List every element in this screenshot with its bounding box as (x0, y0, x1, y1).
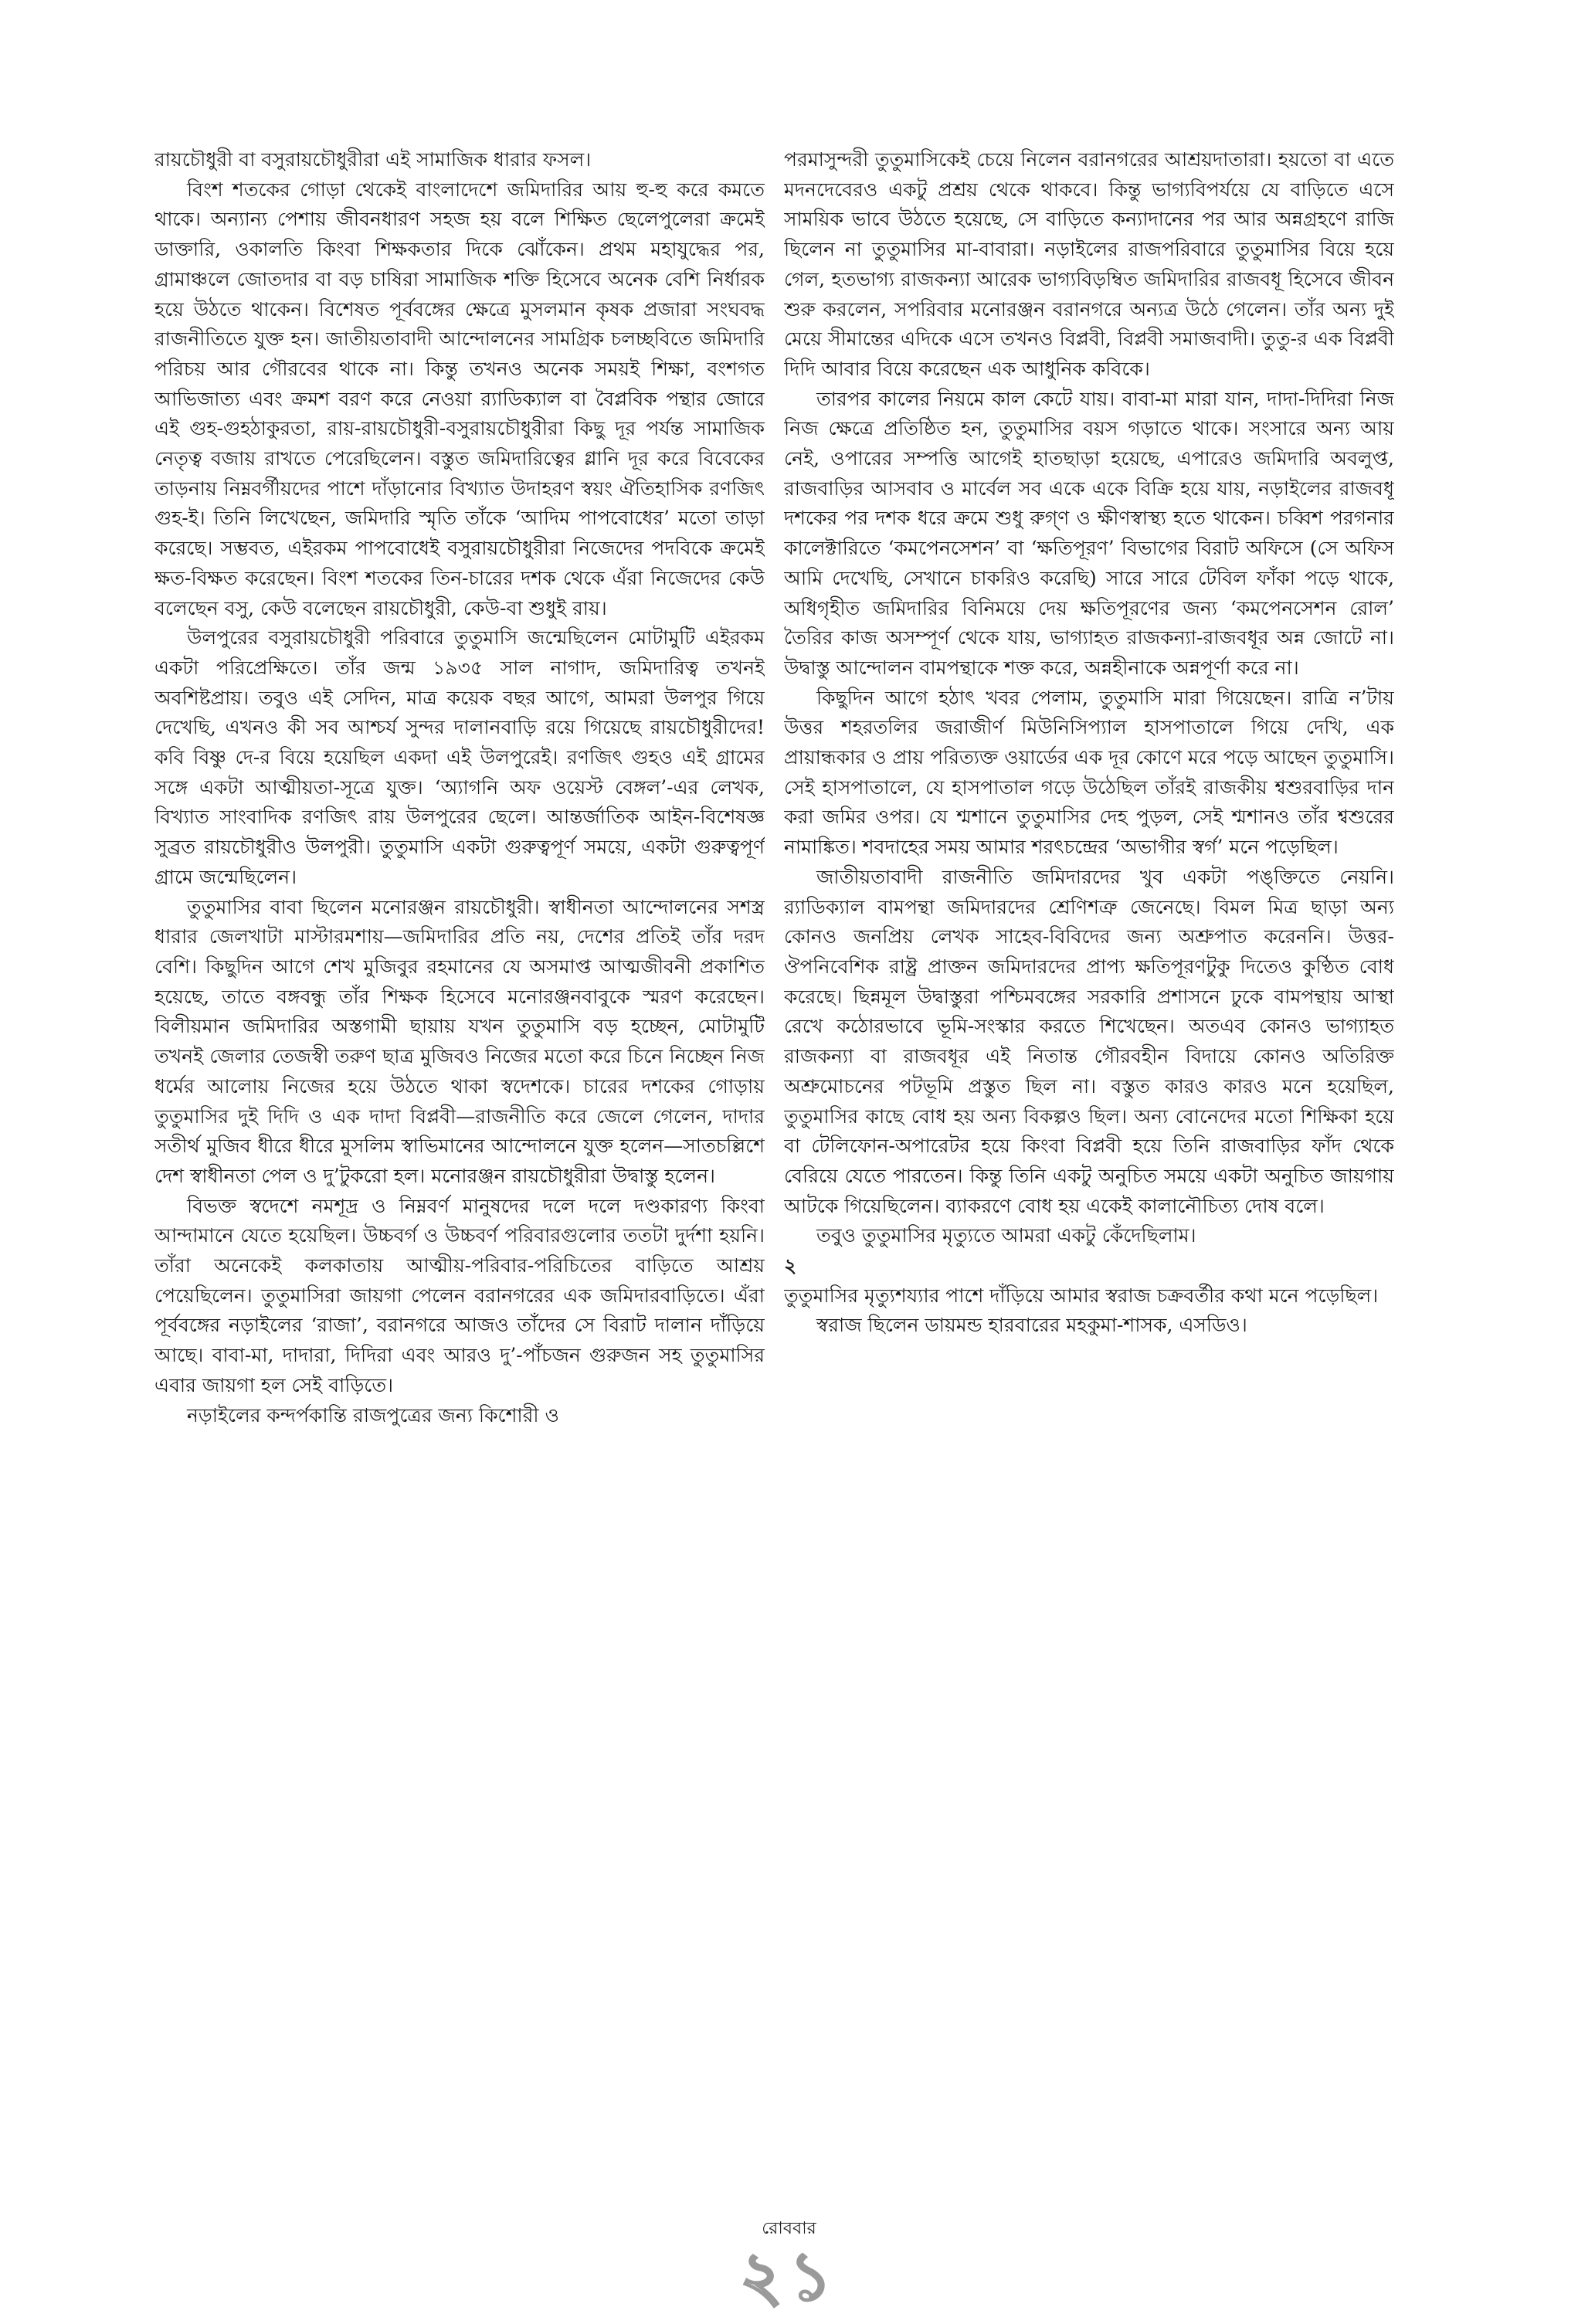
paragraph: কিছুদিন আগে হঠাৎ খবর পেলাম, তুতুমাসি মারা গিয়েছেন। রাত্রি ন’টায় উত্তর শহরতলির জরাজীর্ণ মিউনিসিপ্যাল হাসপাতালে গিয়ে দেখি, এক প্রায়ান্ধকার ও প্রায় পরিত্যক্ত ওয়ার্ডের এক দূর কোণে মরে পড়ে আছেন তুতুমাসি। সেই হাসপাতালে, যে হাসপাতাল গড়ে উঠেছিল তাঁরই রাজকীয় শ্বশুরবাড়ির দান করা জমির ওপর। যে শ্মশানে তুতুমাসির দেহ পুড়ল, সেই শ্মশানও তাঁর শ্বশুরের নামাঙ্কিত। শবদাহের সময় আমার শরৎচন্দ্রের ‘অভাগীর স্বর্গ’ মনে পড়েছিল। (784, 686, 1394, 859)
magazine-name: রোববার (762, 2219, 816, 2238)
paragraph: স্বরাজ ছিলেন ডায়মন্ড হারবারের মহকুমা-শাসক, এসডিও। (816, 1314, 1247, 1337)
paragraph: বিংশ শতকের গোড়া থেকেই বাংলাদেশে জমিদারির আয় হু-হু করে কমতে থাকে। অন্যান্য পেশায় জীবনধারণ সহজ হয় বলে শিক্ষিত ছেলেপুলেরা ক্রমেই ডাক্তারি, ওকালতি কিংবা শিক্ষকতার দিকে ঝোঁকেন। প্রথম মহাযুদ্ধের পর, গ্রামাঞ্চলে জোতদার বা বড় চাষিরা সামাজিক শক্তি হিসেবে অনেক বেশি নির্ধারক হয়ে উঠতে থাকেন। বিশেষত পূর্ববঙ্গের ক্ষেত্রে মুসলমান কৃষক প্রজারা সংঘবদ্ধ রাজনীতিতে যুক্ত হন। জাতীয়তাবাদী আন্দোলনের সামগ্রিক চলচ্ছবিতে জমিদারি পরিচয় আর গৌরবের থাকে না। কিন্তু তখনও অনেক সময়ই শিক্ষা, বংশগত আভিজাত্য এবং ক্রমশ বরণ করে নেওয়া র‍্যাডিক্যাল বা বৈপ্লবিক পন্থার জোরে এই গুহ-গুহঠাকুরতা, রায়-রায়চৌধুরী-বসুরায়চৌধুরীরা কিছু দূর পর্যন্ত সামাজিক নেতৃত্ব বজায় রাখতে পেরেছিলেন। বস্তুত জমিদারিত্বের গ্লানি দূর করে বিবেকের তাড়নায় নিম্নবর্গীয়দের পাশে দাঁড়ানোর বিখ্যাত উদাহরণ স্বয়ং ঐতিহাসিক রণজিৎ গুহ-ই। তিনি লিখেছেন, জমিদারি স্মৃতি তাঁকে ‘আদিম পাপবোধের’ মতো তাড়া করেছে। সম্ভবত, এইরকম পাপবোধেই বসুরায়চৌধুরীরা নিজেদের পদবিকে ক্রমেই ক্ষত-বিক্ষত করেছেন। বিংশ শতকের তিন-চারের দশক থেকে এঁরা নিজেদের কেউ বলেছেন বসু, কেউ বলেছেন রায়চৌধুরী, কেউ-বা শুধুই রায়। (154, 178, 765, 619)
paragraph: পরমাসুন্দরী তুতুমাসিকেই চেয়ে নিলেন বরানগরের আশ্রয়দাতারা। হয়তো বা এতে মদনদেবেরও একটু প্রশ্রয় থেকে থাকবে। কিন্তু ভাগ্যবিপর্যয়ে যে বাড়িতে এসে সাময়িক ভাবে উঠতে হয়েছে, সে বাড়িতে কন্যাদানের পর আর অন্নগ্রহণে রাজি ছিলেন না তুতুমাসির মা-বাবারা। নড়াইলের রাজপরিবারে তুতুমাসির বিয়ে হয়ে গেল, হতভাগ্য রাজকন্যা আরেক ভাগ্যবিড়ম্বিত জমিদারির রাজবধূ হিসেবে জীবন শুরু করলেন, সপরিবার মনোরঞ্জন বরানগরে অন্যত্র উঠে গেলেন। তাঁর অন্য দুই মেয়ে সীমান্তের এদিকে এসে তখনও বিপ্লবী, বিপ্লবী সমাজবাদী। তুতু-র এক বিপ্লবী দিদি আবার বিয়ে করেছেন এক আধুনিক কবিকে। (784, 148, 1394, 380)
paragraph: রায়চৌধুরী বা বসুরায়চৌধুরীরা এই সামাজিক ধারার ফসল। (154, 148, 592, 171)
paragraph: উলপুরের বসুরায়চৌধুরী পরিবারে তুতুমাসি জন্মেছিলেন মোটামুটি এইরকম একটা পরিপ্রেক্ষিতে। তাঁর জন্ম ১৯৩৫ সাল নাগাদ, জমিদারিত্ব তখনই অবশিষ্টপ্রায়। তবুও এই সেদিন, মাত্র কয়েক বছর আগে, আমরা উলপুর গিয়ে দেখেছি, এখনও কী সব আশ্চর্য সুন্দর দালানবাড়ি রয়ে গিয়েছে রায়চৌধুরীদের! কবি বিষ্ণু দে-র বিয়ে হয়েছিল একদা এই উলপুরেই। রণজিৎ গুহও এই গ্রামের সঙ্গে একটা আত্মীয়তা-সূত্রে যুক্ত। ‘অ্যাগনি অফ ওয়েস্ট বেঙ্গল’-এর লেখক, বিখ্যাত সাংবাদিক রণজিৎ রায় উলপুরের ছেলে। আন্তর্জাতিক আইন-বিশেষজ্ঞ সুব্রত রায়চৌধুরীও উলপুরী। তুতুমাসি একটা গুরুত্বপূর্ণ সময়ে, একটা গুরুত্বপূর্ণ গ্রামে জন্মেছিলেন। (154, 626, 765, 888)
paragraph: তবুও তুতুমাসির মৃত্যুতে আমরা একটু কেঁদেছিলাম। (816, 1224, 1196, 1247)
paragraph: বিভক্ত স্বদেশে নমশূদ্র ও নিম্নবর্ণ মানুষদের দলে দলে দণ্ডকারণ্য কিংবা আন্দামানে যেতে হয়েছিল। উচ্চবর্গ ও উচ্চবর্ণ পরিবারগুলোর ততটা দুর্দশা হয়নি। তাঁরা অনেকেই কলকাতায় আত্মীয়-পরিবার-পরিচিতের বাড়িতে আশ্রয় পেয়েছিলেন। তুতুমাসিরা জায়গা পেলেন বরানগরের এক জমিদারবাড়িতে। এঁরা পূর্ববঙ্গের নড়াইলের ‘রাজা’, বরানগরে আজও তাঁদের সে বিরাট দালান দাঁড়িয়ে আছে। বাবা-মা, দাদারা, দিদিরা এবং আরও দু’-পাঁচজন গুরুজন সহ তুতুমাসির এবার জায়গা হল সেই বাড়িতে। (154, 1194, 765, 1396)
right-column (784, 145, 1394, 2169)
paragraph: তুতুমাসির মৃত্যুশয্যার পাশে দাঁড়িয়ে আমার স্বরাজ চক্রবর্তীর কথা মনে পড়েছিল। (784, 1284, 1379, 1307)
paragraph: তুতুমাসির বাবা ছিলেন মনোরঞ্জন রায়চৌধুরী। স্বাধীনতা আন্দোলনের সশস্ত্র ধারার জেলখাটা মাস্টারমশায়—জমিদারির প্রতি নয়, দেশের প্রতিই তাঁর দরদ বেশি। কিছুদিন আগে শেখ মুজিবুর রহমানের যে অসমাপ্ত আত্মজীবনী প্রকাশিত হয়েছে, তাতে বঙ্গবন্ধু তাঁর শিক্ষক হিসেবে মনোরঞ্জনবাবুকে স্মরণ করেছেন। বিলীয়মান জমিদারির অস্তগামী ছায়ায় যখন তুতুমাসি বড় হচ্ছেন, মোটামুটি তখনই জেলার তেজস্বী তরুণ ছাত্র মুজিবও নিজের মতো করে চিনে নিচ্ছেন নিজ ধর্মের আলোয় নিজের হয়ে উঠতে থাকা স্বদেশকে। চারের দশকের গোড়ায় তুতুমাসির দুই দিদি ও এক দাদা বিপ্লবী—রাজনীতি করে জেলে গেলেন, দাদার সতীর্থ মুজিব ধীরে ধীরে মুসলিম স্বাভিমানের আন্দোলনে যুক্ত হলেন—সাতচল্লিশে দেশ স্বাধীনতা পেল ও দু’টুকরো হল। মনোরঞ্জন রায়চৌধুরীরা উদ্বাস্তু হলেন। (154, 895, 765, 1187)
page-number: ২১ (739, 2237, 839, 2316)
paragraph: তারপর কালের নিয়মে কাল কেটে যায়। বাবা-মা মারা যান, দাদা-দিদিরা নিজ নিজ ক্ষেত্রে প্রতিষ্ঠিত হন, তুতুমাসির বয়স গড়াতে থাকে। সংসারে অন্য আয় নেই, ওপারের সম্পত্তি আগেই হাতছাড়া হয়েছে, এপারেও জমিদারি অবলুপ্ত, রাজবাড়ির আসবাব ও মার্বেল সব একে একে বিক্রি হয়ে যায়, নড়াইলের রাজবধূ দশকের পর দশক ধরে ক্রমে শুধু রুগ্‌ণ ও ক্ষীণস্বাস্থ্য হতে থাকেন। চব্বিশ পরগনার কালেক্টারিতে ‘কমপেনসেশন’ বা ‘ক্ষতিপূরণ’ বিভাগের বিরাট অফিসে (সে অফিস আমি দেখেছি, সেখানে চাকরিও করেছি) সারে সারে টেবিল ফাঁকা পড়ে থাকে, অধিগৃহীত জমিদারির বিনিময়ে দেয় ক্ষতিপূরণের জন্য ‘কমপেনসেশন রোল’ তৈরির কাজ অসম্পূর্ণ থেকে যায়, ভাগ্যাহত রাজকন্যা-রাজবধূর অন্ন জোটে না। উদ্বাস্তু আন্দোলন বামপন্থাকে শক্ত করে, অন্নহীনাকে অন্নপূর্ণা করে না। (784, 387, 1394, 679)
section-number: ২ (784, 1254, 797, 1277)
paragraph: নড়াইলের কন্দর্পকান্তি রাজপুত্রের জন্য কিশোরী ও (187, 1403, 559, 1427)
paragraph: জাতীয়তাবাদী রাজনীতি জমিদারদের খুব একটা পঙ্‌ক্তিতে নেয়নি। র‍্যাডিক্যাল বামপন্থা জমিদারদের শ্রেণিশত্রু জেনেছে। বিমল মিত্র ছাড়া অন্য কোনও জনপ্রিয় লেখক সাহেব-বিবিদের জন্য অশ্রুপাত করেননি। উত্তর-ঔপনিবেশিক রাষ্ট্র প্রাক্তন জমিদারদের প্রাপ্য ক্ষতিপূরণটুকু দিতেও কুণ্ঠিত বোধ করেছে। ছিন্নমূল উদ্বাস্তুরা পশ্চিমবঙ্গের সরকারি প্রশাসনে ঢুকে বামপন্থায় আস্থা রেখে কঠোরভাবে ভূমি-সংস্কার করতে শিখেছেন। অতএব কোনও ভাগ্যাহত রাজকন্যা বা রাজবধূর এই নিতান্ত গৌরবহীন বিদায়ে কোনও অতিরিক্ত অশ্রুমোচনের পটভূমি প্রস্তুত ছিল না। বস্তুত কারও কারও মনে হয়েছিল, তুতুমাসির কাছে বোধ হয় অন্য বিকল্পও ছিল। অন্য বোনেদের মতো শিক্ষিকা হয়ে বা টেলিফোন-অপারেটর হয়ে কিংবা বিপ্লবী হয়ে তিনি রাজবাড়ির ফাঁদ থেকে বেরিয়ে যেতে পারতেন। কিন্তু তিনি একটু অনুচিত সময়ে একটা অনুচিত জায়গায় আটকে গিয়েছিলেন। ব্যাকরণে বোধ হয় একেই কালানৌচিত্য দোষ বলে। (784, 865, 1394, 1217)
left-column (154, 145, 765, 2169)
